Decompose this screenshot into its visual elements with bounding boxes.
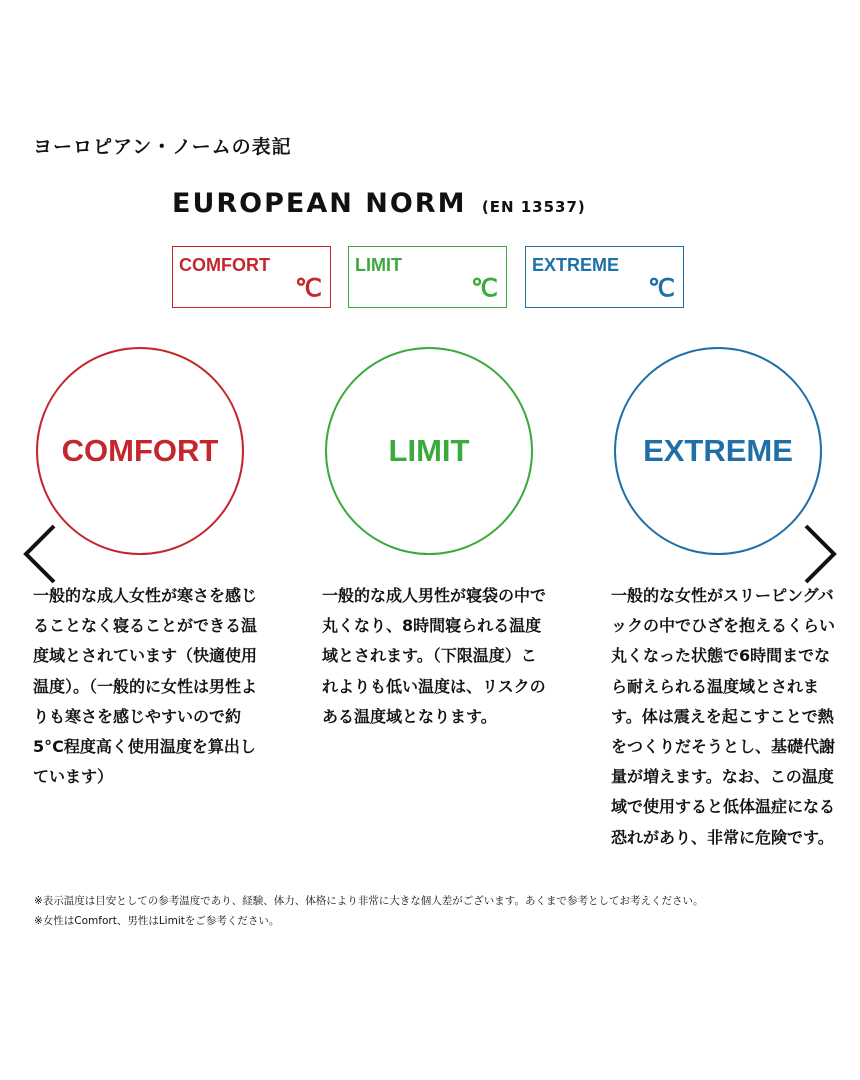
comfort-label-unit: ℃ (295, 275, 322, 302)
chevron-right-icon (800, 522, 840, 586)
comfort-description: 一般的な成人女性が寒さを感じることなく寝ることができる温度域とされています（快適使用温度）。（一般的に女性は男性よりも寒さを感じやすいので約5°C程度高く使用温度を算出しています） (33, 586, 258, 787)
limit-label-unit: ℃ (471, 275, 498, 302)
extreme-label-name: EXTREME (532, 255, 620, 275)
limit-description: 一般的な成人男性が寝袋の中で丸くなり、8時間寝られる温度域とされます。（下限温度）これよりも低い温度は、リスクのある温度域となります。 (322, 586, 547, 726)
limit-circle-label: LIMIT (388, 433, 470, 468)
limit-label-name: LIMIT (355, 255, 402, 275)
limit-circle (325, 347, 533, 555)
chevron-left-icon (20, 522, 60, 586)
page-heading: ヨーロピアン・ノームの表記 (33, 136, 292, 158)
extreme-circle (614, 347, 822, 555)
limit-label-box (348, 246, 507, 308)
comfort-label-name: COMFORT (179, 255, 270, 275)
comfort-label-box (172, 246, 331, 308)
norm-code: (EN 13537) (481, 198, 586, 216)
extreme-circle-label: EXTREME (643, 433, 793, 468)
extreme-label-unit: ℃ (648, 275, 675, 302)
next-arrow-button[interactable] (800, 522, 840, 586)
footnote: ※女性はComfort、男性はLimitをご参考ください。 (34, 915, 280, 927)
norm-title-text: EUROPEAN NORM (172, 188, 467, 219)
extreme-description: 一般的な女性がスリーピングバックの中でひざを抱えるくらい丸くなった状態で6時間までなら耐えられる温度域とされます。体は震えを起こすことで熱をつくりだそうとし、基礎代謝量が増えます。なお、この温度域で使用すると低体温症になる恐れがあり、非常に危険です。 (611, 586, 836, 847)
comfort-circle-label: COMFORT (61, 433, 219, 468)
comfort-circle (36, 347, 244, 555)
norm-title (172, 188, 586, 219)
footnote: ※表示温度は目安としての参考温度であり、経験、体力、体格により非常に大きな個人差がございます。あくまで参考としてお考えください。 (34, 895, 704, 907)
extreme-label-box (525, 246, 684, 308)
footnotes (34, 891, 703, 931)
prev-arrow-button[interactable] (20, 522, 60, 586)
